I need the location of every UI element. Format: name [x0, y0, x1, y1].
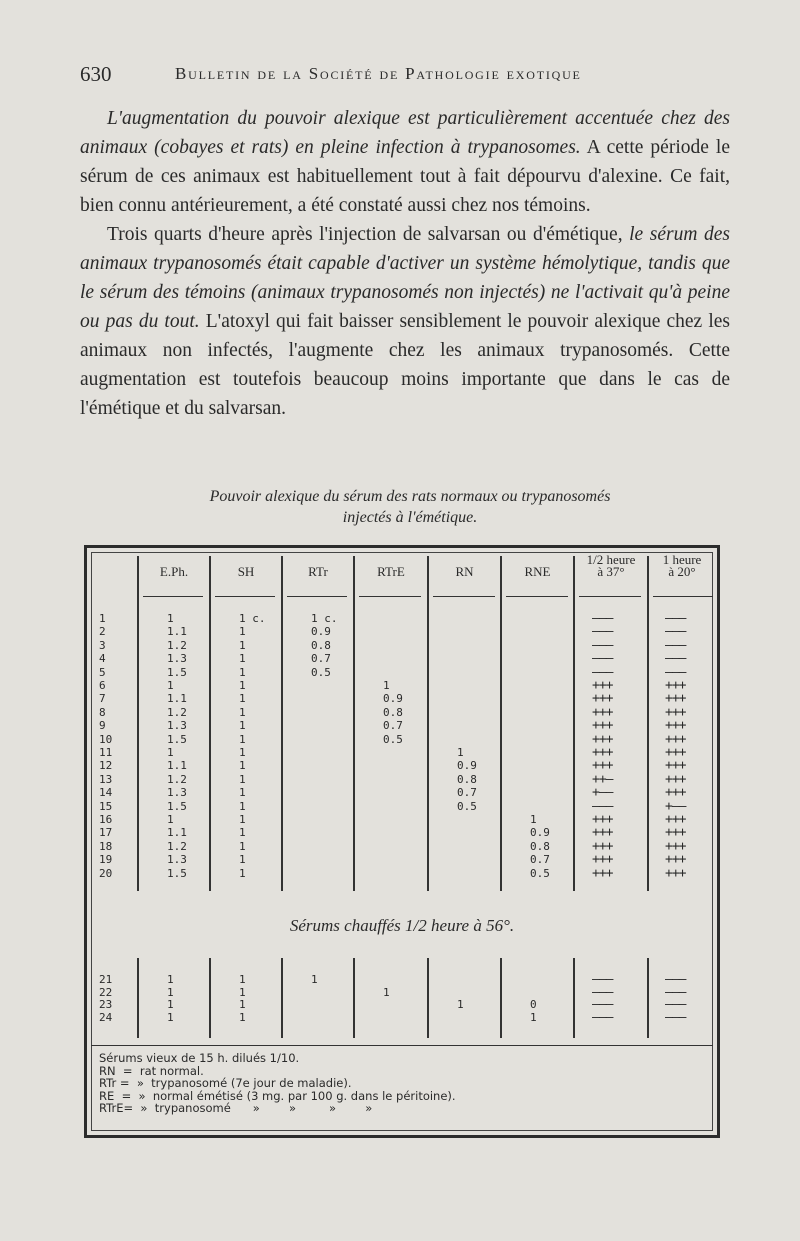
heated-row-cell-eph: 1: [167, 973, 174, 986]
row-cell-sh: 1: [239, 719, 246, 733]
row-cell-n: 3: [99, 638, 106, 652]
row-cell-eph: 1.1: [167, 692, 187, 706]
row-cell-n: 5: [99, 665, 106, 679]
col-sep: [353, 556, 355, 891]
row-cell-b: +++: [665, 852, 686, 868]
legend-line: RN = rat normal.: [99, 1063, 204, 1078]
table-caption-line-1: Pouvoir alexique du sérum des rats normaux ou trypanosomés: [209, 488, 611, 505]
italic-text: L'augmentation du pouvoir alexique est particulièrement accentuée chez des animaux (cobayes et rats) en pleine infection à trypanosomes.: [80, 108, 730, 158]
header-rule: [215, 596, 275, 597]
row-cell-sh: 1: [239, 853, 246, 867]
heated-section-title: Sérums chauffés 1/2 heure à 56°.: [289, 916, 515, 935]
row-cell-eph: 1.1: [167, 625, 187, 639]
row-cell-sh: 1: [239, 679, 246, 692]
row-cell-b: +++: [665, 731, 686, 747]
heated-row-cell-b: ———: [665, 972, 686, 987]
col-sep: [427, 958, 429, 1038]
row-cell-a: +++: [592, 838, 613, 854]
table-legend: [99, 1052, 689, 1115]
heated-row-cell-n: 22: [99, 985, 113, 999]
row-cell-n: 9: [99, 719, 106, 733]
legend-rule: [91, 1045, 713, 1046]
row-cell-sh: 1: [239, 799, 246, 813]
row-cell-a: +++: [592, 745, 613, 760]
row-cell-sh: 1: [239, 638, 246, 652]
row-cell-a: +++: [592, 691, 613, 707]
row-cell-b: ———: [665, 611, 686, 626]
legend-line: RTr = » trypanosomé (7e jour de maladie).: [99, 1076, 352, 1090]
col-sep: [500, 556, 502, 891]
row-cell-b: ———: [665, 624, 686, 640]
text-run: Trois quarts d'heure après l'injection de salvarsan ou d'émétique,: [107, 224, 630, 245]
row-cell-eph: 1.3: [167, 853, 187, 867]
row-cell-n: 16: [99, 813, 113, 826]
heated-row-cell-eph: 1: [167, 1010, 174, 1024]
row-cell-a: +++: [592, 678, 613, 693]
header-rule: [653, 596, 713, 597]
row-cell-n: 14: [99, 786, 113, 800]
heated-row-cell-a: ———: [592, 984, 613, 1000]
col-sep: [209, 958, 211, 1038]
row-cell-n: 4: [99, 652, 106, 666]
row-cell-b: +++: [665, 704, 686, 720]
row-cell-rn: 1: [457, 746, 464, 759]
heated-row-cell-b: ———: [665, 984, 686, 1000]
row-cell-rtre: 0.7: [383, 719, 403, 733]
row-cell-a: ++—: [592, 771, 613, 787]
row-cell-a: ———: [592, 637, 613, 653]
row-cell-n: 2: [99, 625, 106, 639]
paragraph: [80, 220, 730, 423]
row-cell-rtr: 1 c.: [311, 612, 338, 625]
italic-text: le sérum des animaux trypanosomés était capable d'activer un système hémolytique, tandis que le sérum des témoins (animaux trypanosomés non injectés) ne l'activait qu'à peine ou pas du tout.: [80, 224, 730, 332]
heated-row-cell-n: 23: [99, 998, 113, 1011]
row-cell-rtre: 0.9: [383, 692, 403, 706]
header-one-hour-line2: à 20°: [668, 564, 696, 579]
row-cell-rtr: 0.8: [311, 638, 331, 652]
row-cell-eph: 1.2: [167, 705, 187, 719]
row-cell-a: ———: [592, 664, 613, 680]
row-cell-a: +——: [592, 785, 613, 801]
row-cell-sh: 1: [239, 732, 246, 746]
header-rule: [143, 596, 203, 597]
header-rule: [579, 596, 641, 597]
heated-row-cell-eph: 1: [167, 998, 174, 1011]
header-half-hour-37: [575, 554, 647, 578]
heated-row-cell-n: 24: [99, 1010, 113, 1024]
row-cell-n: 10: [99, 732, 113, 746]
row-cell-rtr: 0.7: [311, 652, 331, 666]
row-cell-rn: 0.9: [457, 759, 477, 773]
header-eph: E.Ph.: [159, 564, 189, 579]
row-cell-sh: 1: [239, 652, 246, 666]
row-cell-n: 8: [99, 705, 106, 719]
row-cell-sh: 1: [239, 692, 246, 706]
row-cell-sh: 1: [239, 746, 246, 759]
row-cell-b: +++: [665, 838, 686, 854]
col-sep: [209, 556, 211, 891]
col-sep: [137, 958, 139, 1038]
row-cell-rtr: 0.9: [311, 625, 331, 639]
row-cell-a: +++: [592, 865, 613, 881]
header-rne: RNE: [524, 564, 551, 579]
row-cell-rtre: 0.8: [383, 705, 403, 719]
row-cell-eph: 1.3: [167, 786, 187, 800]
heated-row-cell-sh: 1: [239, 985, 246, 999]
legend-line: Sérums vieux de 15 h. dilués 1/10.: [99, 1051, 300, 1065]
row-cell-a: +++: [592, 812, 613, 827]
row-cell-sh: 1: [239, 826, 246, 840]
row-cell-eph: 1.3: [167, 719, 187, 733]
row-cell-n: 1: [99, 612, 106, 625]
row-cell-a: +++: [592, 825, 613, 841]
row-cell-n: 7: [99, 692, 106, 706]
row-cell-eph: 1.5: [167, 732, 187, 746]
row-cell-a: +++: [592, 852, 613, 868]
row-cell-b: +++: [665, 865, 686, 881]
data-table: [84, 545, 720, 1138]
row-cell-b: +++: [665, 771, 686, 787]
row-cell-a: +++: [592, 758, 613, 774]
row-cell-rn: 0.7: [457, 786, 477, 800]
row-cell-eph: 1.5: [167, 665, 187, 679]
row-cell-sh: 1: [239, 786, 246, 800]
row-cell-a: +++: [592, 704, 613, 720]
row-cell-eph: 1: [167, 813, 174, 826]
col-sep: [573, 556, 575, 891]
heated-row-cell-eph: 1: [167, 985, 174, 999]
row-cell-sh: 1: [239, 759, 246, 773]
heated-row-cell-a: ———: [592, 997, 613, 1012]
col-sep: [647, 556, 649, 891]
heated-row-cell-a: ———: [592, 972, 613, 987]
row-cell-b: ———: [665, 651, 686, 667]
header-rtre: RTrE: [377, 564, 405, 579]
page-number: 630: [80, 62, 112, 86]
header-one-hour-line1: 1 heure: [662, 552, 702, 567]
row-cell-b: +++: [665, 718, 686, 734]
header-sh: SH: [237, 564, 255, 579]
col-sep: [427, 556, 429, 891]
col-sep: [281, 556, 283, 891]
heated-row-cell-b: ———: [665, 1009, 686, 1025]
row-cell-eph: 1.2: [167, 839, 187, 853]
heated-row-cell-rne: 0: [530, 998, 537, 1011]
row-cell-b: +++: [665, 785, 686, 801]
legend-line: RTrE= » trypanosomé » » » »: [99, 1101, 373, 1115]
row-cell-b: +++: [665, 691, 686, 707]
row-cell-rtre: 1: [383, 679, 390, 692]
row-cell-n: 19: [99, 853, 113, 867]
row-cell-n: 17: [99, 826, 113, 840]
header-rtr: RTr: [308, 564, 328, 579]
row-cell-sh: 1: [239, 665, 246, 679]
row-cell-sh: 1 c.: [239, 612, 266, 625]
heated-row-cell-rne: 1: [530, 1010, 537, 1024]
row-cell-eph: 1: [167, 679, 174, 692]
row-cell-a: ———: [592, 651, 613, 667]
row-cell-n: 12: [99, 759, 113, 773]
table-caption-line-2: injectés à l'émétique.: [342, 509, 478, 526]
paragraph: [80, 104, 730, 220]
header-rule: [359, 596, 421, 597]
row-cell-a: +++: [592, 731, 613, 747]
page-header: [80, 62, 730, 94]
col-sep: [573, 958, 575, 1038]
heated-row-cell-sh: 1: [239, 973, 246, 986]
row-cell-b: +++: [665, 758, 686, 774]
row-cell-b: +——: [665, 798, 686, 814]
row-cell-rn: 0.8: [457, 772, 477, 786]
row-cell-a: ———: [592, 798, 613, 814]
row-cell-b: +++: [665, 812, 686, 827]
row-cell-sh: 1: [239, 866, 246, 880]
row-cell-n: 15: [99, 799, 113, 813]
row-cell-rne: 1: [530, 813, 537, 826]
body-text: [80, 104, 730, 423]
row-cell-rtr: 0.5: [311, 665, 331, 679]
header-rn: RN: [455, 564, 474, 579]
row-cell-rne: 0.7: [530, 853, 550, 867]
heated-row-cell-rn: 1: [457, 998, 464, 1011]
row-cell-rtre: 0.5: [383, 732, 403, 746]
row-cell-eph: 1: [167, 746, 174, 759]
header-half-hour-line1: 1/2 heure: [586, 552, 636, 567]
row-cell-n: 18: [99, 839, 113, 853]
row-cell-b: +++: [665, 745, 686, 760]
header-rule: [287, 596, 347, 597]
header-half-hour-line2: à 37°: [597, 564, 625, 579]
col-sep: [353, 958, 355, 1038]
row-cell-sh: 1: [239, 705, 246, 719]
row-cell-sh: 1: [239, 839, 246, 853]
heated-row-cell-a: ———: [592, 1009, 613, 1025]
row-cell-sh: 1: [239, 772, 246, 786]
heated-row-cell-rtr: 1: [311, 973, 318, 986]
col-sep: [137, 556, 139, 891]
row-cell-rn: 0.5: [457, 799, 477, 813]
row-cell-b: +++: [665, 678, 686, 693]
heated-row-cell-sh: 1: [239, 1010, 246, 1024]
row-cell-b: +++: [665, 825, 686, 841]
col-sep: [500, 958, 502, 1038]
legend-line: RE = » normal émétisé (3 mg. par 100 g. dans le péritoine).: [99, 1088, 456, 1103]
table-caption: [120, 486, 700, 528]
header-rule: [506, 596, 568, 597]
row-cell-a: ———: [592, 624, 613, 640]
row-cell-rne: 0.5: [530, 866, 550, 880]
col-sep: [647, 958, 649, 1038]
row-cell-b: ———: [665, 664, 686, 680]
row-cell-n: 6: [99, 679, 106, 692]
row-cell-n: 11: [99, 746, 113, 759]
row-cell-eph: 1.1: [167, 826, 187, 840]
heated-row-cell-n: 21: [99, 973, 113, 986]
row-cell-eph: 1.5: [167, 799, 187, 813]
row-cell-eph: 1: [167, 612, 174, 625]
col-sep: [281, 958, 283, 1038]
row-cell-a: ———: [592, 611, 613, 626]
row-cell-eph: 1.5: [167, 866, 187, 880]
row-cell-eph: 1.2: [167, 772, 187, 786]
row-cell-sh: 1: [239, 625, 246, 639]
row-cell-rne: 0.8: [530, 839, 550, 853]
row-cell-eph: 1.2: [167, 638, 187, 652]
heated-row-cell-b: ———: [665, 997, 686, 1012]
row-cell-n: 13: [99, 772, 113, 786]
row-cell-n: 20: [99, 866, 113, 880]
header-one-hour-20: [649, 554, 715, 578]
header-rule: [433, 596, 495, 597]
text-run: A cette période le sérum de ces animaux est habituellement tout à fait dépourvu d'alexine. Ce fait, bien connu antérieurement, a été constaté aussi chez nos témoins.: [80, 137, 730, 216]
heated-row-cell-rtre: 1: [383, 985, 390, 999]
row-cell-b: ———: [665, 637, 686, 653]
row-cell-eph: 1.1: [167, 759, 187, 773]
row-cell-eph: 1.3: [167, 652, 187, 666]
running-title: Bulletin de la Société de Pathologie exotique: [175, 64, 582, 83]
text-run: L'atoxyl qui fait baisser sensiblement le pouvoir alexique chez les animaux non infectés, l'augmente chez les animaux trypanosomés. Cette augmentation est toutefois beaucoup moins importante que dans le cas de l'émétique et du salvarsan.: [80, 311, 730, 419]
heated-row-cell-sh: 1: [239, 998, 246, 1011]
row-cell-a: +++: [592, 718, 613, 734]
row-cell-rne: 0.9: [530, 826, 550, 840]
row-cell-sh: 1: [239, 813, 246, 826]
